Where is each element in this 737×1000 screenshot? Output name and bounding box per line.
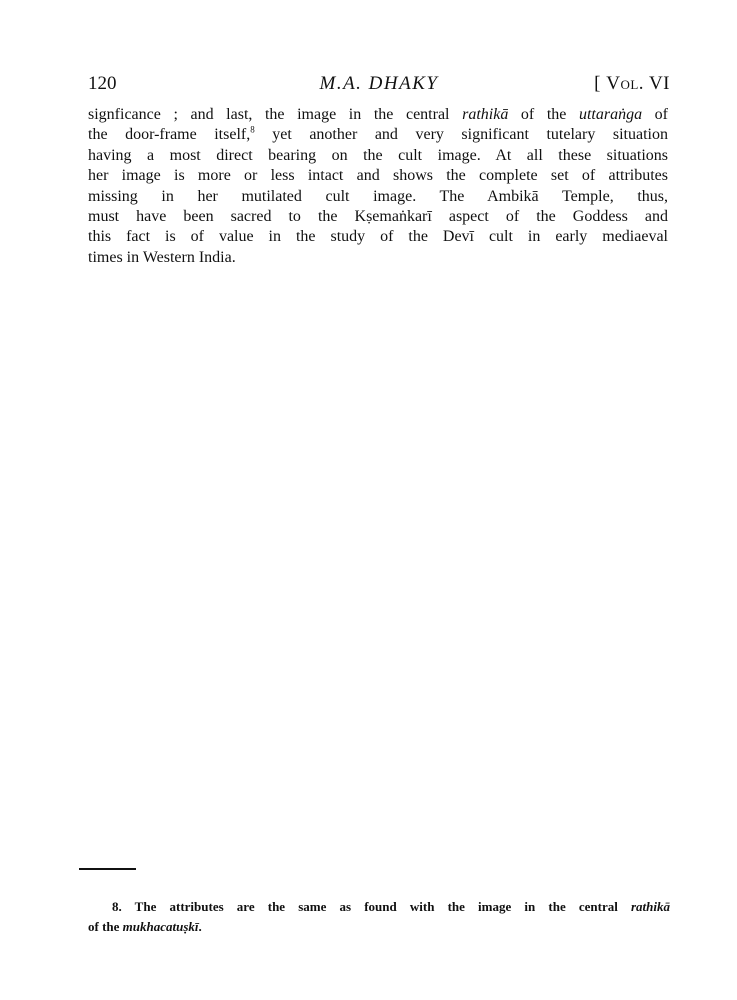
volume-label [594, 73, 670, 95]
footnote-number: 8. [112, 899, 122, 914]
body-line-1 [88, 105, 668, 125]
text-run: the door-frame itself, [88, 126, 251, 144]
text-run: yet another and very significant tutelary situation [254, 126, 668, 144]
running-header [88, 73, 670, 99]
text-run: . [198, 919, 202, 934]
footnote-separator [79, 868, 136, 870]
body-line-8: times in Western India. [88, 248, 236, 266]
volume-bracket: [ [594, 73, 607, 94]
running-head-author: M.A. DHAKY [319, 73, 439, 94]
text-run: The attributes are the same as found with the image in the central [134, 899, 631, 914]
italic-term: mukhacatuṣkī [122, 919, 199, 934]
page-number: 120 [88, 73, 117, 94]
volume-text: Vol. VI [606, 73, 670, 94]
footnote [88, 897, 670, 937]
footnote-line-1 [88, 897, 670, 917]
text-run: of the [508, 106, 579, 123]
body-line-3: having a most direct bearing on the cult image. At all these situations [88, 146, 668, 164]
body-line-4: her image is more or less intact and shows the complete set of attributes [88, 167, 668, 185]
body-paragraph [88, 105, 668, 268]
text-run: of [642, 106, 669, 123]
italic-term: rathikā [462, 106, 509, 123]
body-line-6: must have been sacred to the Kṣemaṅkarī aspect of the Goddess and [88, 208, 668, 226]
italic-term: uttaraṅga [578, 106, 643, 123]
footnote-marker: 8 [250, 125, 255, 136]
italic-term: rathikā [631, 899, 671, 914]
footnote-line-2 [88, 917, 670, 937]
body-line-2 [88, 125, 668, 145]
text-run: signficance ; and last, the image in the central [88, 106, 463, 123]
text-run: of the [88, 919, 123, 934]
body-line-5: missing in her mutilated cult image. The Ambikā Temple, thus, [88, 187, 668, 205]
body-line-7: this fact is of value in the study of the Devī cult in early mediaeval [88, 228, 668, 246]
